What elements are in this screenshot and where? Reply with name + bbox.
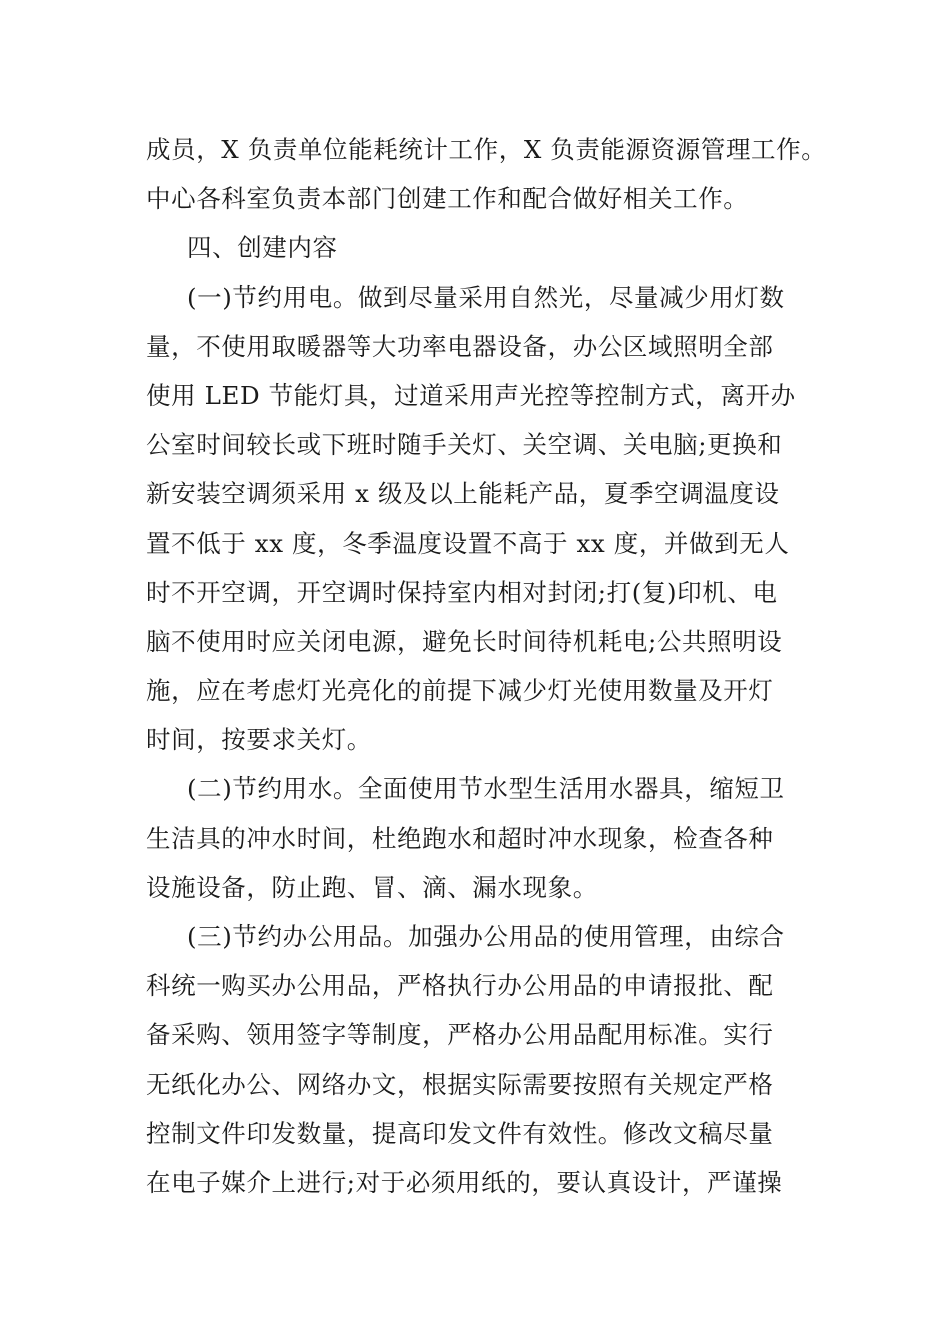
text-line: 新安装空调须采用 x 级及以上能耗产品，夏季空调温度设: [146, 479, 780, 509]
text-line: 时不开空调，开空调时保持室内相对封闭;打(复)印机、电: [146, 577, 778, 607]
text-line: 中心各科室负责本部门创建工作和配合做好相关工作。: [146, 184, 749, 214]
text-line: 生洁具的冲水时间，杜绝跑水和超时冲水现象，检查各种: [146, 823, 774, 853]
text-line: 控制文件印发数量，提高印发文件有效性。修改文稿尽量: [146, 1118, 774, 1148]
text-line: 置不低于 xx 度，冬季温度设置不高于 xx 度，并做到无人: [146, 528, 790, 558]
heading-line: 四、创建内容: [187, 233, 338, 263]
document-body: [146, 125, 826, 1207]
text-line: 成员，X 负责单位能耗统计工作，X 负责能源资源管理工作。: [146, 135, 827, 164]
text-line: (一)节约用电。做到尽量采用自然光，尽量减少用灯数: [187, 282, 785, 312]
text-line: 量，不使用取暖器等大功率电器设备，办公区域照明全部: [146, 331, 774, 361]
text-line: 公室时间较长或下班时随手关灯、关空调、关电脑;更换和: [146, 430, 783, 460]
text-line: 脑不使用时应关闭电源，避免长时间待机耗电;公共照明设: [146, 626, 783, 656]
paragraph-members-continued: [146, 125, 826, 223]
section-heading-content: [146, 223, 826, 272]
text-line: (三)节约办公用品。加强办公用品的使用管理，由综合: [187, 922, 785, 951]
paragraph-save-electricity: [146, 273, 826, 765]
text-line: 设施设备，防止跑、冒、滴、漏水现象。: [146, 872, 598, 902]
text-line: 科统一购买办公用品，严格执行办公用品的申请报批、配: [146, 971, 774, 1001]
text-line: 使用 LED 节能灯具，过道采用声光控等控制方式，离开办: [146, 380, 796, 410]
text-line: 无纸化办公、网络办文，根据实际需要按照有关规定严格: [146, 1069, 774, 1099]
paragraph-save-office-supplies: [146, 912, 826, 1207]
paragraph-save-water: [146, 764, 826, 912]
text-line: 时间，按要求关灯。: [146, 725, 372, 755]
text-line: (二)节约用水。全面使用节水型生活用水器具，缩短卫: [187, 774, 785, 804]
text-line: 施，应在考虑灯光亮化的前提下减少灯光使用数量及开灯: [146, 676, 774, 706]
text-line: 在电子媒介上进行;对于必须用纸的，要认真设计，严谨操: [146, 1167, 783, 1197]
text-line: 备采购、领用签字等制度，严格办公用品配用标准。实行: [146, 1020, 774, 1050]
